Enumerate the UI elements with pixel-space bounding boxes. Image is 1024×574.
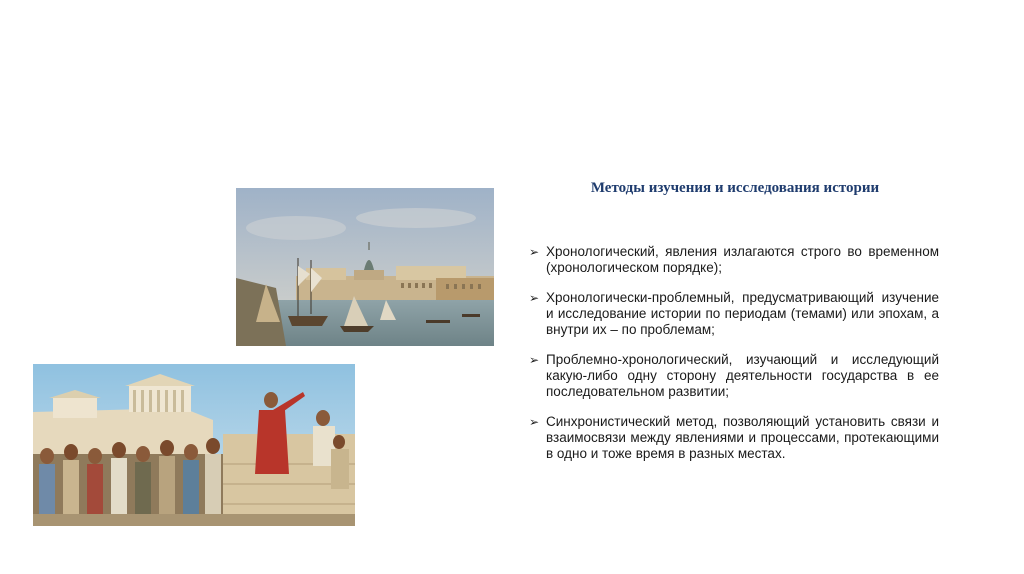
- arrow-bullet-icon: ➢: [529, 353, 540, 367]
- list-item: [529, 290, 939, 338]
- list-item-text: Хронологический, явления излагаются строго во временном (хронологическом порядке);: [546, 244, 939, 275]
- slide-title: Методы изучения и исследования истории: [590, 180, 880, 196]
- list-item: [529, 352, 939, 400]
- arrow-bullet-icon: ➢: [529, 245, 540, 259]
- list-item-text: Синхронистический метод, позволяющий установить связи и взаимосвязи между явлениями и процессами, протекающими в одно и тоже время в разных местах.: [546, 414, 939, 461]
- list-item-text: Хронологически-проблемный, предусматривающий изучение и исследование истории по периодам (темами) или эпохам, а внутри их – по проблемам;: [546, 290, 939, 337]
- list-item-text: Проблемно-хронологический, изучающий и исследующий какую-либо одну сторону деятельности государства в ее последовательном развитии;: [546, 352, 939, 399]
- arrow-bullet-icon: ➢: [529, 291, 540, 305]
- method-list: [529, 244, 939, 476]
- ancient-agora-painting: [33, 364, 355, 526]
- list-item: [529, 414, 939, 462]
- list-item: [529, 244, 939, 276]
- city-harbor-painting: [236, 188, 494, 346]
- arrow-bullet-icon: ➢: [529, 415, 540, 429]
